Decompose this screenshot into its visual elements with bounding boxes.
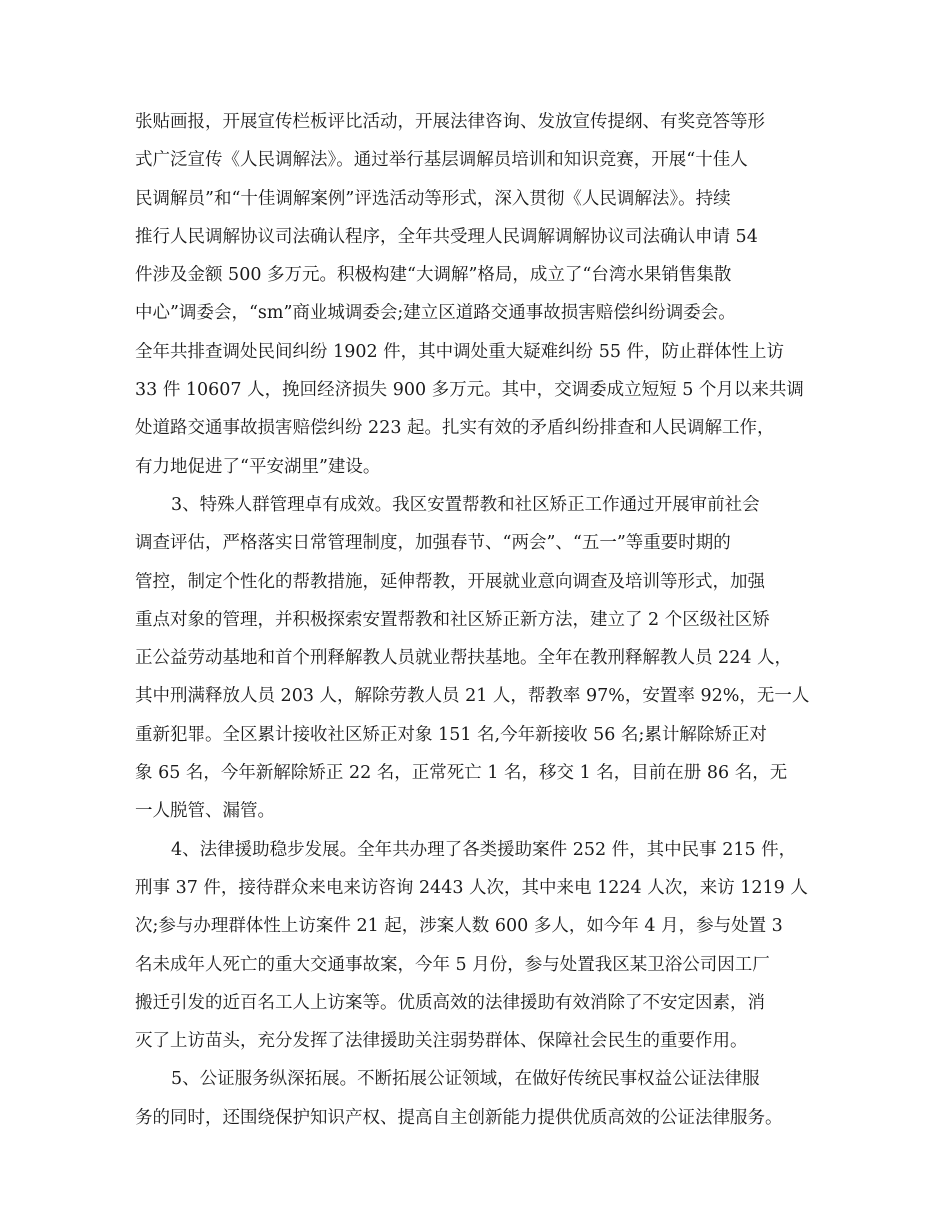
text-line: 处道路交通事故损害赔偿纠纷 223 起。扎实有效的矛盾纠纷排查和人民调解工作， [135,418,775,439]
text-line: 名未成年人死亡的重大交通事故案，今年 5 月份，参与处置我区某卫浴公司因工厂 [135,954,770,975]
text-line: 中心”调委会，“sm”商业城调委会;建立区道路交通事故损害赔偿纠纷调委会。 [135,303,736,324]
text-line: 张贴画报，开展宣传栏板评比活动，开展法律咨询、发放宣传提纲、有奖竞答等形 [135,112,765,132]
text-line: 件涉及金额 500 多万元。积极构建“大调解”格局，成立了“台湾水果销售集散 [135,265,732,286]
text-line: 推行人民调解协议司法确认程序，全年共受理人民调解调解协议司法确认申请 54 [135,226,758,247]
text-line: 有力地促进了“平安湖里”建设。 [135,456,381,477]
text-line: 正公益劳动基地和首个刑释解教人员就业帮扶基地。全年在教刑释解教人员 224 人， [135,648,793,669]
body-text [135,103,825,1137]
text-line: 33 件 10607 人，挽回经济损失 900 多万元。其中，交调委成立短短 5 个月以来共调 [135,380,804,401]
text-line: 务的同时，还围绕保护知识产权、提高自主创新能力提供优质高效的公证法律服务。 [135,1107,783,1128]
paragraph-first-line: 5、公证服务纵深拓展。不断拓展公证领域，在做好传统民事权益公证法律服 [171,1069,760,1090]
text-line: 式广泛宣传《人民调解法》。通过举行基层调解员培训和知识竞赛，开展“十佳人 [135,150,748,171]
text-line: 象 65 名，今年新解除矫正 22 名，正常死亡 1 名，移交 1 名，目前在册 86 名，无 [135,763,788,784]
text-line: 重点对象的管理，并积极探索安置帮教和社区矫正新方法，建立了 2 个区级社区矫 [135,609,770,630]
text-line: 搬迁引发的近百名工人上访案等。优质高效的法律援助有效消除了不安定因素，消 [135,992,765,1013]
text-line: 次;参与办理群体性上访案件 21 起，涉案人数 600 多人，如今年 4 月，参与处置 3 [135,916,783,937]
text-line: 调查评估，严格落实日常管理制度，加强春节、“两会”、“五一”等重要时期的 [135,533,731,554]
text-line: 管控，制定个性化的帮教措施，延伸帮教，开展就业意向调查及培训等形式，加强 [135,571,765,592]
text-line: 刑事 37 件，接待群众来电来访咨询 2443 人次，其中来电 1224 人次，来访 1219 人 [135,877,808,898]
text-line: 一人脱管、漏管。 [135,801,275,822]
text-line: 重新犯罪。全区累计接收社区矫正对象 151 名,今年新接收 56 名;累计解除矫正对 [135,724,767,745]
paragraph-first-line: 3、特殊人群管理卓有成效。我区安置帮教和社区矫正工作通过开展审前社会 [171,494,760,515]
text-line: 民调解员”和“十佳调解案例”评选活动等形式，深入贯彻《人民调解法》。持续 [135,188,731,209]
text-line: 灭了上访苗头，充分发挥了法律援助关注弱势群体、保障社会民生的重要作用。 [135,1031,748,1052]
paragraph-first-line: 4、法律援助稳步发展。全年共办理了各类援助案件 252 件，其中民事 215 件， [171,839,797,860]
text-line: 全年共排查调处民间纠纷 1902 件，其中调处重大疑难纠纷 55 件，防止群体性上访 [135,341,785,362]
text-line: 其中刑满释放人员 203 人，解除劳教人员 21 人，帮教率 97%，安置率 92%，无一人 [135,686,810,707]
